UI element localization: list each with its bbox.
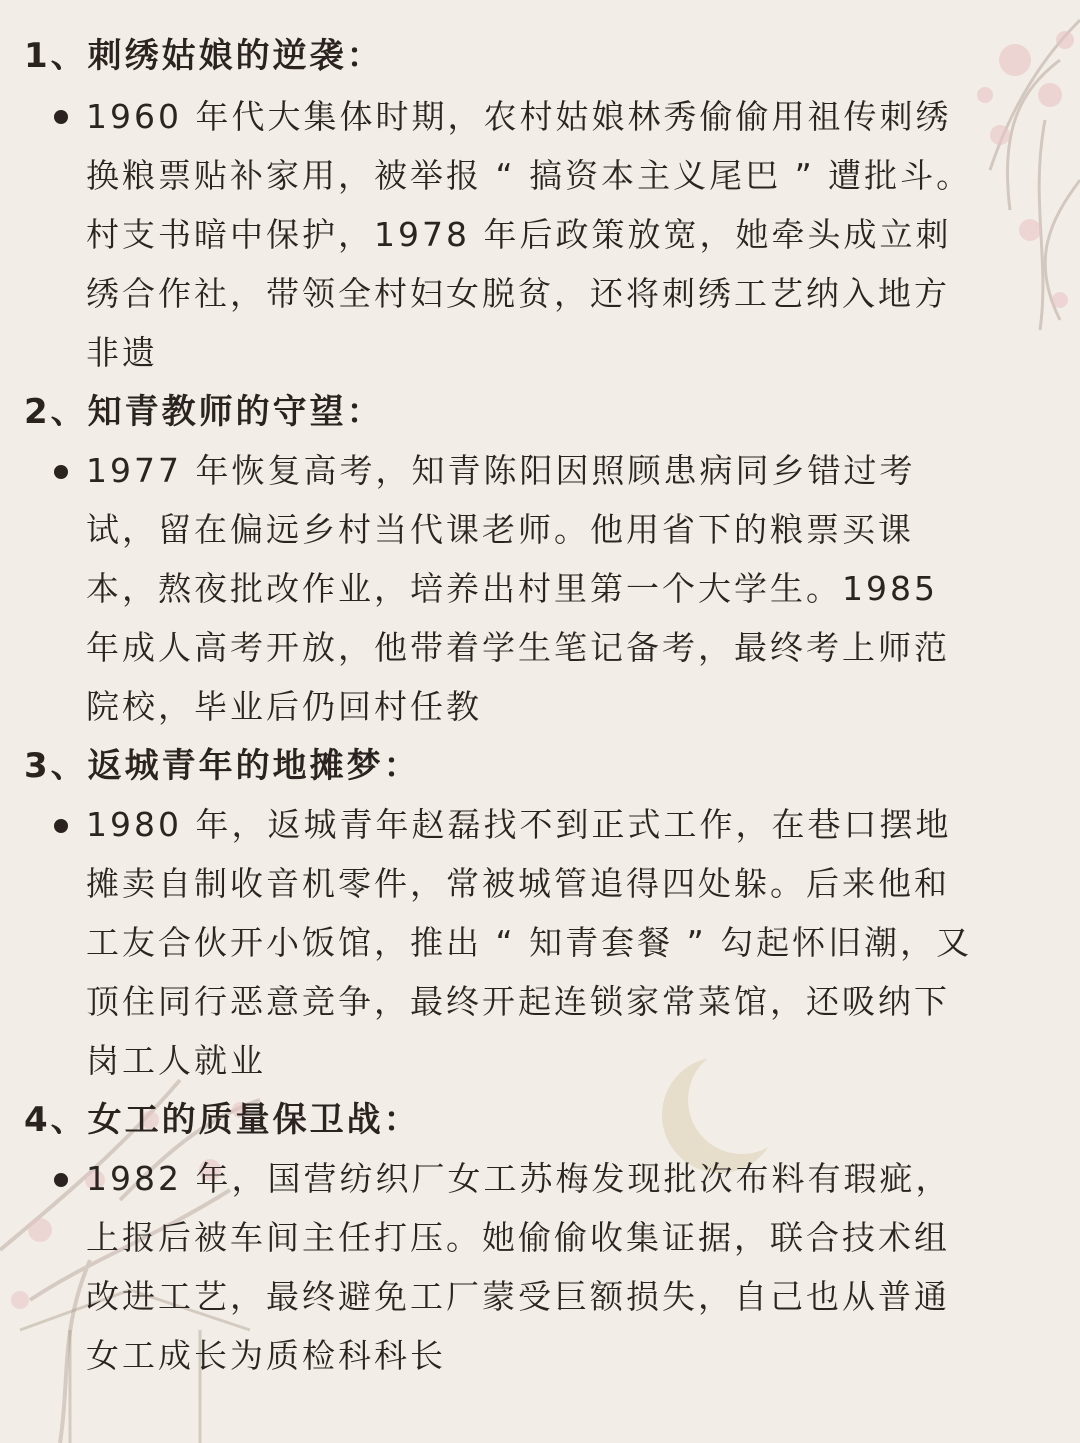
section-3-line-3: 工友合伙开小饭馆，推出 “ 知青套餐 ” 勾起怀旧潮，又: [86, 923, 973, 962]
bullet-icon: [54, 819, 68, 833]
section-2-line-5: 院校，毕业后仍回村任教: [86, 687, 482, 726]
section-1-line-3: 村支书暗中保护，1978 年后政策放宽，她牵头成立刺: [86, 215, 952, 254]
section-2-line-2: 试，留在偏远乡村当代课老师。他用省下的粮票买课: [86, 510, 914, 549]
section-3-line-2: 摊卖自制收音机零件，常被城管追得四处躲。后来他和: [86, 864, 950, 903]
bullet-icon: [54, 465, 68, 479]
section-2-line-1: 1977 年恢复高考，知青陈阳因照顾患病同乡错过考: [86, 451, 916, 490]
section-4-line-3: 改进工艺，最终避免工厂蒙受巨额损失，自己也从普通: [86, 1277, 950, 1316]
section-4-line-2: 上报后被车间主任打压。她偷偷收集证据，联合技术组: [86, 1218, 950, 1257]
section-2-line-3: 本，熬夜批改作业，培养出村里第一个大学生。1985: [86, 569, 938, 608]
section-2-line-4: 年成人高考开放，他带着学生笔记备考，最终考上师范: [86, 628, 950, 667]
section-1-line-2: 换粮票贴补家用，被举报 “ 搞资本主义尾巴 ” 遭批斗。: [86, 156, 973, 195]
section-4-line-4: 女工成长为质检科科长: [86, 1336, 446, 1375]
section-3-heading: 3、返城青年的地摊梦：: [24, 746, 421, 786]
section-2-heading: 2、知青教师的守望：: [24, 392, 384, 432]
section-1-line-4: 绣合作社，带领全村妇女脱贫，还将刺绣工艺纳入地方: [86, 274, 950, 313]
section-3-line-5: 岗工人就业: [86, 1041, 266, 1080]
section-3-line-4: 顶住同行恶意竞争，最终开起连锁家常菜馆，还吸纳下: [86, 982, 950, 1021]
bullet-icon: [54, 110, 68, 124]
section-4-line-1: 1982 年，国营纺织厂女工苏梅发现批次布料有瑕疵，: [86, 1159, 952, 1198]
section-1-line-5: 非遗: [86, 333, 158, 372]
bullet-icon: [54, 1173, 68, 1187]
section-1-heading: 1、刺绣姑娘的逆袭：: [24, 36, 384, 76]
section-4-heading: 4、女工的质量保卫战：: [24, 1100, 421, 1140]
section-3-line-1: 1980 年，返城青年赵磊找不到正式工作，在巷口摆地: [86, 805, 952, 844]
section-1-line-1: 1960 年代大集体时期，农村姑娘林秀偷偷用祖传刺绣: [86, 97, 952, 136]
